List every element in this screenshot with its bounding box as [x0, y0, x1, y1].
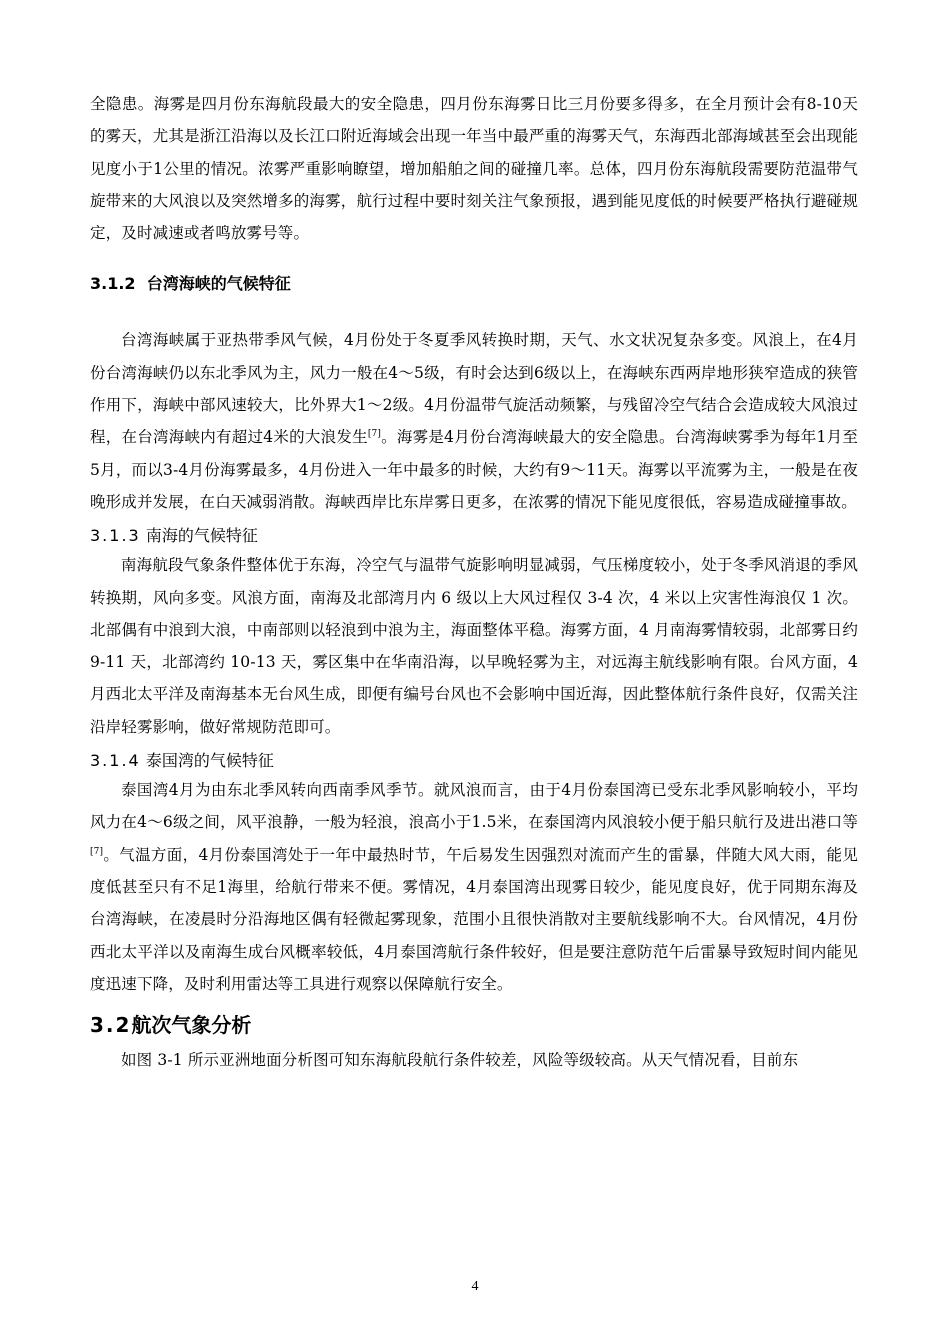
heading-3-1-2: [90, 271, 858, 297]
heading-text: 南海的气候特征: [145, 526, 258, 546]
heading-number: 3.1.4: [90, 751, 141, 771]
heading-number: 3.1.2: [90, 274, 136, 294]
paragraph-text: 。气温方面，4月份泰国湾处于一年中最热时节，午后易发生因强烈对流而产生的雷暴，伴随大风大雨，能见度低甚至只有不足1海里，给航行带来不便。雾情况，4月泰国湾出现雾日较少，能见度良好，优于同期东海及台湾海峡，在凌晨时分沿海地区偶有轻微起雾现象，范围小且很快消散对主要航线影响不大。台风情况，4月份西北太平洋以及南海生成台风概率较低，4月泰国湾航行条件较好，但是要注意防范午后雷暴导致短时间内能见度迅速下降，及时利用雷达等工具进行观察以保障航行安全。: [90, 845, 858, 993]
paragraph-text: 台湾海峡属于亚热带季风气候，4月份处于冬夏季风转换时期，天气、水文状况复杂多变。风浪上，在4月份台湾海峡仍以东北季风为主，风力一般在4～5级，有时会达到6级以上，在海峡东西两岸地形狭窄造成的狭管作用下，海峡中部风速较大，比外界大1～2级。4月份温带气旋活动频繁，与残留冷空气结合会造成较大风浪过程，在台湾海峡内有超过4米的大浪发生: [90, 331, 858, 447]
heading-text: 台湾海峡的气候特征: [146, 274, 291, 294]
heading-text: 泰国湾的气候特征: [145, 751, 274, 771]
heading-text: 航次气象分析: [131, 1013, 252, 1038]
document-body: [90, 88, 858, 1076]
heading-3-1-4: [90, 748, 858, 774]
paragraph-east-china-sea-fog: 全隐患。海雾是四月份东海航段最大的安全隐患，四月份东海雾日比三月份要多得多，在全月预计会有8-10天的雾天，尤其是浙江沿海以及长江口附近海域会出现一年当中最严重的海雾天气，东海西北部海域甚至会出现能见度小于1公里的情况。浓雾严重影响瞭望，增加船舶之间的碰撞几率。总体，四月份东海航段需要防范温带气旋带来的大风浪以及突然增多的海雾，航行过程中要时刻关注气象预报，遇到能见度低的时候要严格执行避碰规定，及时减速或者鸣放雾号等。: [90, 95, 858, 243]
heading-number: 3.2: [90, 1013, 132, 1038]
paragraph-text: 。海雾是4月份台湾海峡最大的安全隐患。台湾海峡雾季为每年1月至5月，而以3-4月份海雾最多，4月份进入一年中最多的时候，大约有9～11天。海雾以平流雾为主，一般是在夜晚形成并发展，在白天减弱消散。海峡西岸比东岸雾日更多，在浓雾的情况下能见度很低，容易造成碰撞事故。: [90, 428, 858, 511]
heading-3-1-3: [90, 523, 858, 549]
heading-number: 3.1.3: [90, 526, 141, 546]
paragraph-south-china-sea: 南海航段气象条件整体优于东海，冷空气与温带气旋影响明显减弱，气压梯度较小，处于冬季风消退的季风转换期，风向多变。风浪方面，南海及北部湾月内 6 级以上大风过程仅 3-4 次，4 米以上灾害性海浪仅 1 次。北部偶有中浪到大浪，中南部则以轻浪到中浪为主，海面整体平稳。海雾方面，4 月南海雾情较弱，北部雾日约 9-11 天，北部湾约 10-13 天，雾区集中在华南沿海，以早晚轻雾为主，对远海主航线影响有限。台风方面，4 月西北太平洋及南海基本无台风生成，即便有编号台风也不会影响中国近海，因此整体航行条件良好，仅需关注沿岸轻雾影响，做好常规防范即可。: [90, 556, 858, 736]
citation-ref: [7]: [367, 429, 382, 440]
citation-ref: [7]: [90, 846, 104, 857]
paragraph-taiwan-strait: [90, 324, 858, 518]
paragraph-text: 泰国湾4月为由东北季风转向西南季风季节。就风浪而言，由于4月份泰国湾已受东北季风影响较小，平均风力在4～6级之间，风平浪静，一般为轻浪，浪高小于1.5米，在泰国湾内风浪较小便于船只航行及进出港口等: [90, 781, 858, 832]
page-number: 4: [471, 1279, 479, 1294]
paragraph-voyage-weather: 如图 3-1 所示亚洲地面分析图可知东海航段航行条件较差，风险等级较高。从天气情况看，目前东: [121, 1051, 799, 1070]
heading-3-2: [90, 1008, 858, 1042]
paragraph-gulf-of-thailand: [90, 774, 858, 1000]
